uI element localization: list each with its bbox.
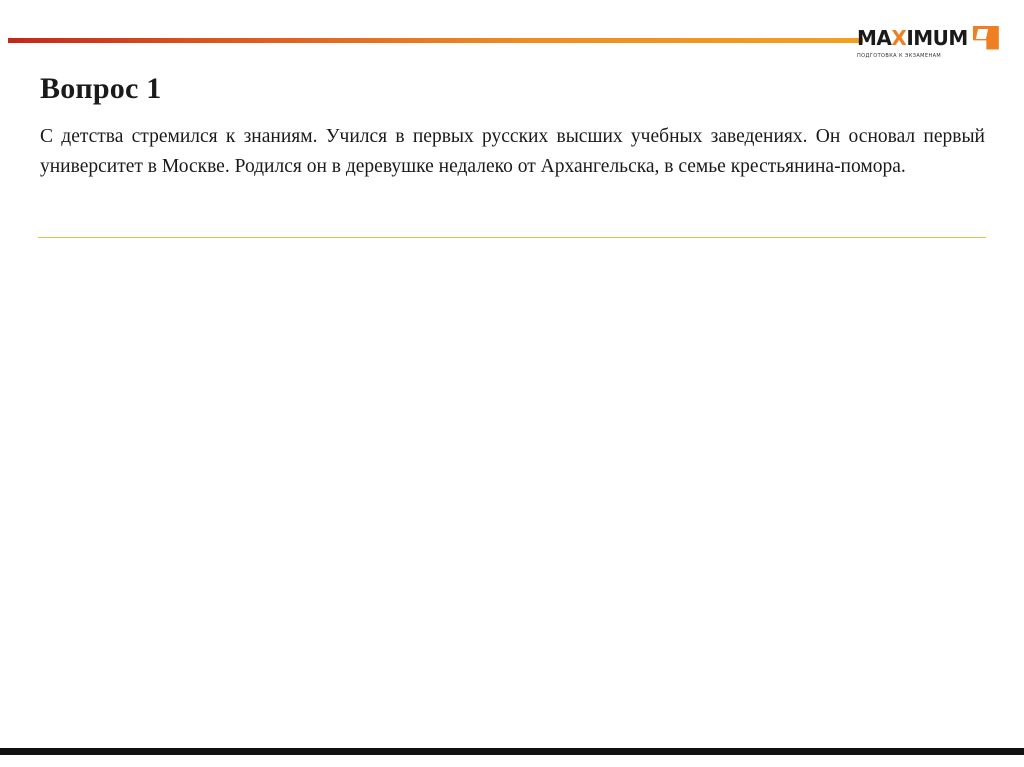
logo-wordmark-row <box>857 26 999 50</box>
logo-word-part1: MA <box>857 25 892 50</box>
logo-word-part2: IMUM <box>906 25 968 50</box>
logo-tagline: ПОДГОТОВКА К ЭКЗАМЕНАМ <box>857 52 942 59</box>
page-title: Вопрос 1 <box>40 72 162 105</box>
slide-body-text: С детства стремился к знаниям. Учился в первых русских высших учебных заведениях. Он основал первый университет в Москве. Родился он в деревушке недалеко от Архангельска, в семье крестьянина-помора. <box>40 126 985 178</box>
bottom-accent-bar <box>0 748 1024 755</box>
arrow-mark-icon <box>973 26 999 50</box>
brand-logo <box>857 25 1002 59</box>
content-divider <box>38 237 986 238</box>
logo-wordmark <box>857 25 968 50</box>
top-accent-bar <box>8 38 863 43</box>
logo-word-x: X <box>891 25 907 50</box>
